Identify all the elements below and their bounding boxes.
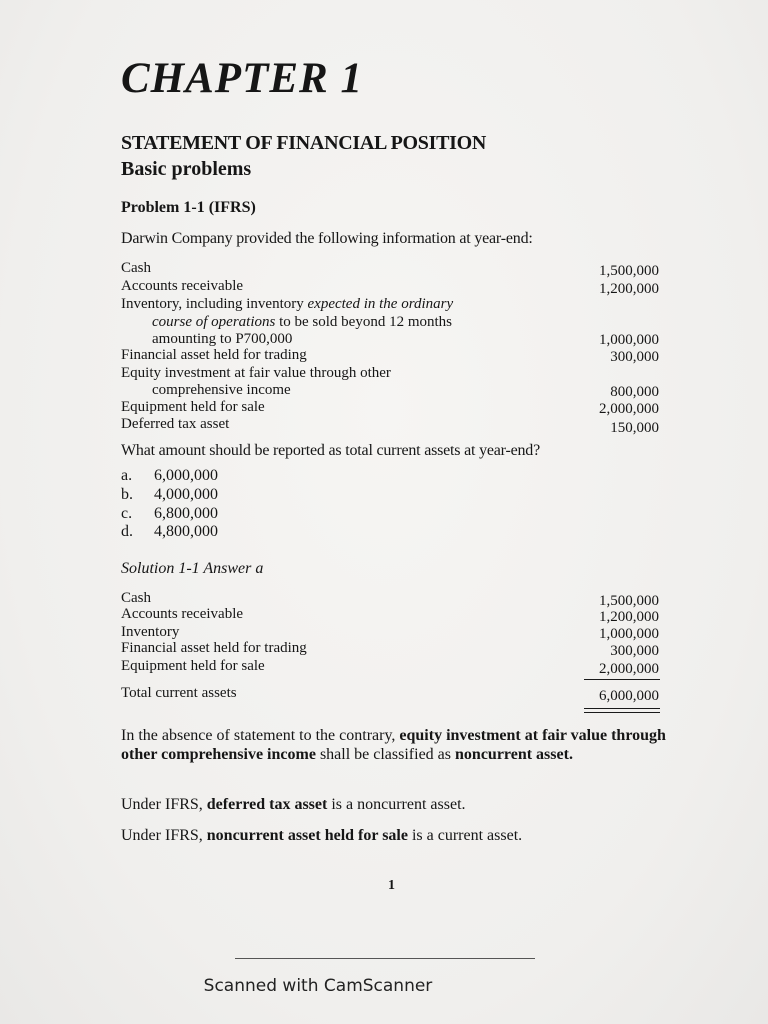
note-bold-text: deferred tax asset	[206, 796, 328, 813]
item-label: Cash	[121, 260, 151, 276]
note-deferred-tax: Under IFRS, deferred tax asset is a noncurrent asset.	[121, 796, 466, 813]
item-value: 1,000,000	[599, 332, 659, 348]
solution-value: 300,000	[610, 643, 659, 659]
item-value: 2,000,000	[599, 401, 659, 417]
note-equity-investment: In the absence of statement to the contrary, equity investment at fair value through other comprehensive income shall be classified as noncurrent asset.	[121, 727, 666, 763]
item-row-inventory-line-1	[121, 296, 659, 313]
solution-value: 1,200,000	[599, 609, 659, 625]
solution-label: Financial asset held for trading	[121, 640, 307, 656]
solution-row-inventory	[121, 624, 659, 641]
choice-text: 6,000,000	[154, 467, 218, 484]
problem-intro: Darwin Company provided the following information at year-end:	[121, 230, 533, 247]
item-value: 150,000	[610, 420, 659, 436]
choice-b	[121, 486, 218, 504]
note-bold-text: noncurrent asset.	[455, 746, 573, 763]
note-bold-text: noncurrent asset held for sale	[206, 827, 408, 844]
inventory-text: to be sold beyond 12 months	[275, 314, 452, 330]
choice-letter: c.	[121, 505, 133, 522]
choice-a	[121, 467, 218, 485]
solution-row-cash	[121, 590, 659, 607]
section-title: STATEMENT OF FINANCIAL POSITION	[121, 132, 487, 154]
item-label: Equity investment at fair value through other	[121, 365, 391, 381]
subtotal-underline	[584, 679, 660, 680]
choice-letter: a.	[121, 467, 133, 484]
solution-label: Equipment held for sale	[121, 658, 265, 674]
note-held-for-sale: Under IFRS, noncurrent asset held for sale is a current asset.	[121, 827, 523, 844]
item-label: Deferred tax asset	[121, 416, 230, 432]
solution-label: Cash	[121, 590, 151, 606]
choice-text: 6,800,000	[154, 505, 218, 522]
item-row-equity-investment-line-2	[121, 382, 659, 399]
problem-title: Problem 1-1 (IFRS)	[121, 199, 256, 216]
item-row-inventory-line-3	[121, 331, 659, 348]
solution-row-equipment	[121, 658, 659, 675]
choice-letter: b.	[121, 486, 133, 503]
solution-label: Accounts receivable	[121, 606, 244, 622]
item-row-financial-asset	[121, 347, 659, 364]
choice-c	[121, 505, 218, 523]
footer-divider	[235, 958, 535, 959]
item-value: 1,500,000	[599, 263, 659, 279]
inventory-text: Inventory, including inventory	[121, 296, 308, 312]
solution-row-total	[121, 685, 659, 702]
item-label: Accounts receivable	[121, 278, 244, 294]
choice-d	[121, 523, 218, 541]
item-value: 1,200,000	[599, 281, 659, 297]
choice-text: 4,000,000	[154, 486, 218, 503]
item-row-inventory-line-2	[121, 314, 659, 331]
total-double-underline-1	[584, 708, 660, 709]
item-value: 300,000	[610, 349, 659, 365]
section-subtitle: Basic problems	[121, 158, 252, 180]
item-row-equity-investment-line-1	[121, 365, 659, 382]
solution-title: Solution 1-1 Answer a	[121, 560, 264, 577]
solution-value: 2,000,000	[599, 661, 659, 677]
total-double-underline-2	[584, 712, 660, 713]
inventory-text: amounting to P700,000	[152, 331, 293, 347]
chapter-title: CHAPTER 1	[121, 55, 363, 102]
total-label: Total current assets	[121, 685, 237, 701]
solution-value: 1,500,000	[599, 593, 659, 609]
note-bold-text: equity investment at fair value through other comprehensive income	[121, 727, 666, 763]
choice-text: 4,800,000	[154, 523, 218, 540]
item-value: 800,000	[610, 384, 659, 400]
item-label: Equipment held for sale	[121, 399, 265, 415]
item-label: Financial asset held for trading	[121, 347, 307, 363]
item-row-equipment	[121, 399, 659, 416]
item-label: comprehensive income	[152, 382, 291, 398]
page-number: 1	[388, 878, 395, 893]
solution-row-financial-asset	[121, 640, 659, 657]
solution-label: Inventory	[121, 624, 180, 640]
item-row-cash	[121, 260, 659, 277]
inventory-italic-text: expected in the ordinary	[307, 296, 454, 312]
solution-row-accounts-receivable	[121, 606, 659, 623]
camscanner-footer: Scanned with CamScanner	[203, 976, 433, 996]
solution-value: 1,000,000	[599, 626, 659, 642]
question-text: What amount should be reported as total current assets at year-end?	[121, 442, 541, 459]
choice-letter: d.	[121, 523, 133, 540]
total-value: 6,000,000	[599, 688, 659, 704]
inventory-italic-text: course of operations	[152, 314, 276, 330]
item-row-deferred-tax	[121, 416, 659, 436]
item-row-accounts-receivable	[121, 278, 659, 295]
